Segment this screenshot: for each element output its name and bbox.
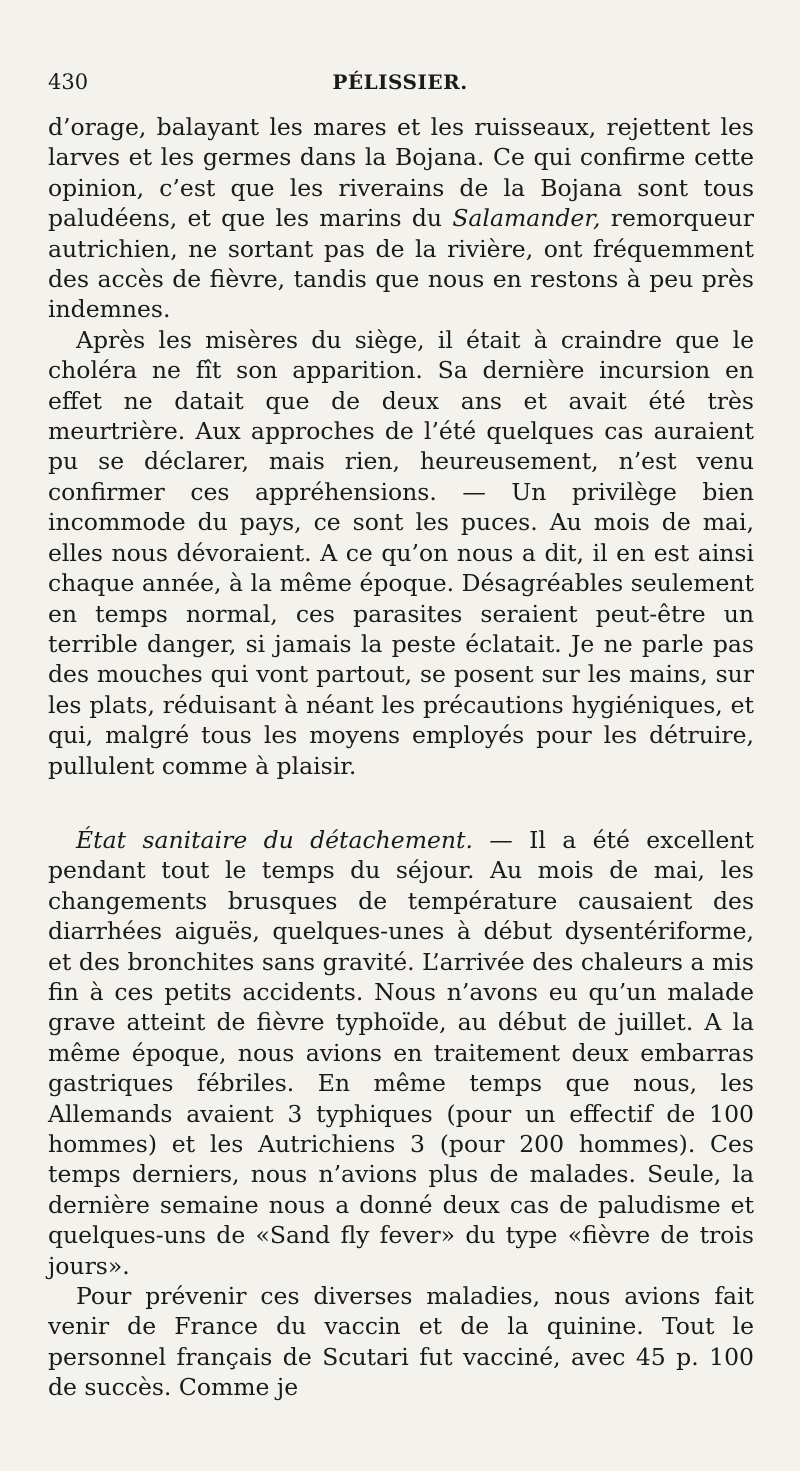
ship-name: Salamander, — [452, 204, 601, 233]
body-text — [48, 112, 754, 1403]
page-number: 430 — [48, 70, 89, 94]
paragraph-1 — [48, 112, 754, 325]
paragraph-2: Après les misères du siège, il était à craindre que le choléra ne fît son apparition. Sa dernière incursion en effet ne datait que de deux ans et avait été très meurtrière. Aux approches de l’été quelques cas auraient pu se déclarer, mais rien, heureusement, n’est venu confirmer ces appréhensions. — Un privilège bien incommode du pays, ce sont les puces. Au mois de mai, elles nous dévoraient. A ce qu’on nous a dit, il en est ainsi chaque année, à la même époque. Désagréables seulement en temps normal, ces parasites seraient peut-être un terrible danger, si jamais la peste éclatait. Je ne parle pas des mouches qui vont partout, se posent sur les mains, sur les plats, réduisant à néant les précautions hygiéniques, et qui, malgré tous les moyens employés pour les détruire, pullulent comme à plaisir. — [48, 325, 754, 780]
paragraph-3-text: — Il a été excellent pendant tout le temps du séjour. Au mois de mai, les changements brusques de température causaient des diarrhées aiguës, quelques-unes à début dysentériforme, et des bronchites sans gravité. L’arrivée des chaleurs a mis fin à ces petits accidents. Nous n’avons eu qu’un malade grave atteint de fièvre typhoïde, au début de juillet. A la même époque, nous avions en traitement deux embarras gastriques fébriles. En même temps que nous, les Allemands avaient 3 typhiques (pour un effectif de 100 hommes) et les Autrichiens 3 (pour 200 hommes). Ces temps derniers, nous n’avions plus de malades. Seule, la dernière semaine nous a donné deux cas de paludisme et quelques-uns de «Sand fly fever» du type «fièvre de trois jours». — [48, 825, 754, 1280]
paragraph-1-end: remorqueur autrichien, ne sortant pas de la rivière, ont fréquemment des accès de fièvre, tandis que nous en restons à peu près indemnes. — [48, 204, 755, 324]
section-heading: État sanitaire du détachement. — [76, 825, 473, 854]
paragraph-4: Pour prévenir ces diverses maladies, nous avions fait venir de France du vaccin et de la quinine. Tout le personnel français de Scutari fut vacciné, avec 45 p. 100 de succès. Comme je — [48, 1282, 754, 1402]
page-header — [48, 70, 752, 100]
running-head: PÉLISSIER. — [332, 70, 468, 94]
paragraph-1-start: d’orage, balayant les mares et les ruisseaux, rejettent les larves et les germes dans la Bojana. Ce qui confirme cette opinion, c’est que les riverains de la Bojana sont tous paludéens, et que les marins du — [48, 113, 754, 233]
paragraph-3 — [48, 825, 754, 1281]
